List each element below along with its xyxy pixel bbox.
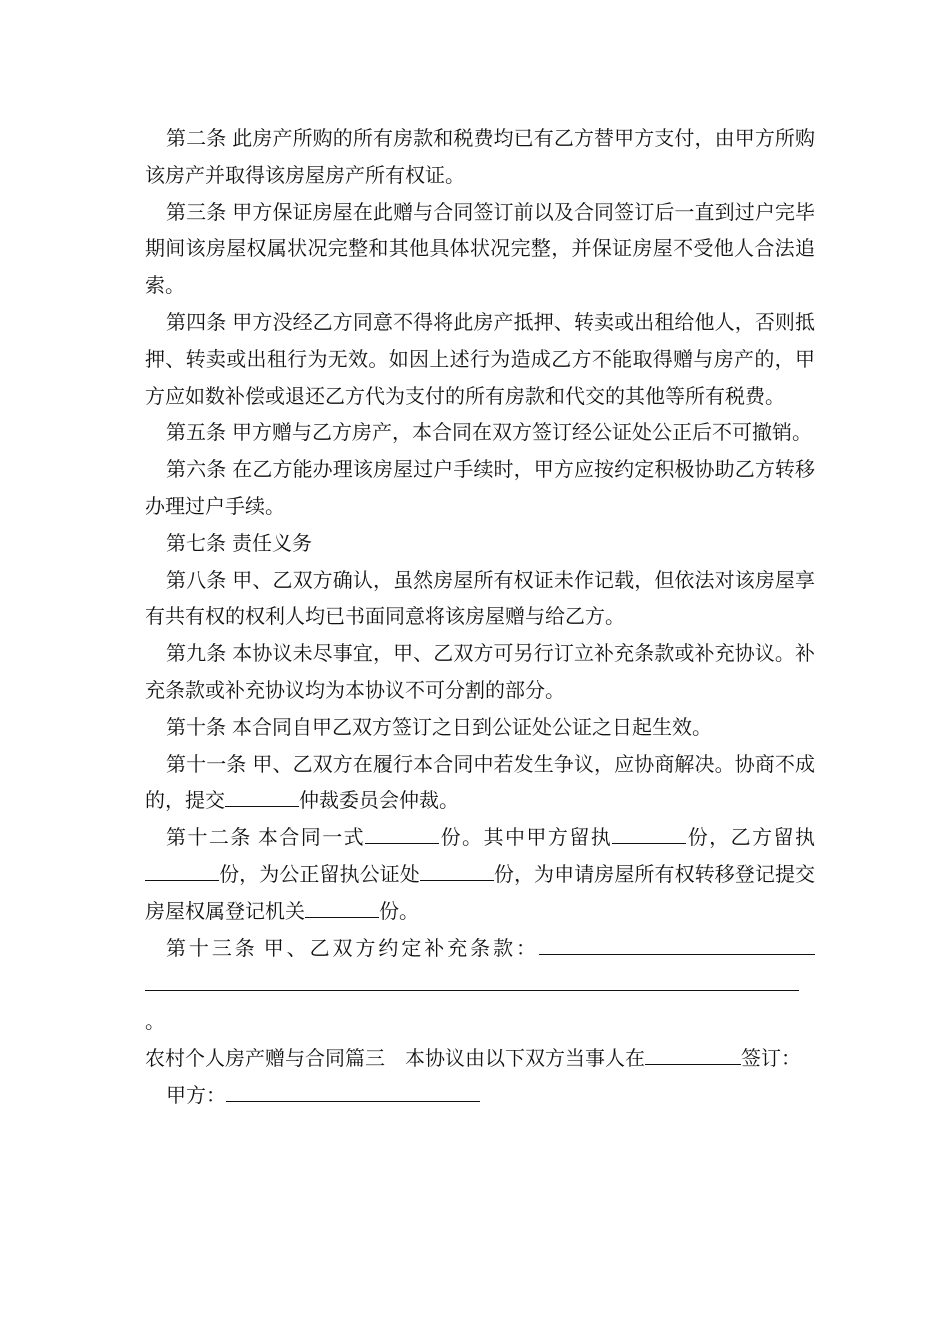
clause-number: 第十三条 [166, 935, 258, 960]
clause-number: 第三条 [166, 199, 227, 224]
copies-party-a-blank[interactable] [612, 821, 686, 844]
clause-number: 第七条 [166, 530, 226, 555]
clause-7 [145, 525, 815, 562]
arbitration-blank[interactable] [225, 784, 299, 807]
clause-10 [145, 709, 815, 746]
clause-number: 第十二条 [166, 825, 252, 850]
section-3-intro [145, 1040, 815, 1077]
supplement-blank-line-2[interactable] [145, 968, 799, 991]
sign-place-blank[interactable] [645, 1042, 741, 1065]
clause-text: 此房产所购的所有房款和税费均已有乙方替甲方支付，由甲方所购该房产并取得该房屋房产所有权证。 [145, 126, 816, 187]
clause-text: 甲、乙双方在履行本合同中若发生争议，应协商解决。协商不成的，提交 [145, 751, 816, 813]
clause-4 [145, 304, 815, 414]
clause-2 [145, 120, 815, 194]
clause-number: 第十条 [166, 714, 226, 739]
copies-total-blank[interactable] [365, 821, 439, 844]
section-3-text: 农村个人房产赠与合同篇三 本协议由以下双方当事人在 [145, 1045, 645, 1070]
clause-text: 甲方保证房屋在此赠与合同签订前以及合同签订后一直到过户完毕期间该房屋权属状况完整和其他具体状况完整，并保证房屋不受他人合法追索。 [145, 199, 816, 298]
clause-text: 甲方赠与乙方房产，本合同在双方签订经公证处公正后不可撤销。 [232, 420, 812, 445]
clause-9 [145, 635, 815, 709]
clause-number: 第十一条 [166, 751, 247, 776]
section-3-end: 签订： [741, 1045, 801, 1070]
clause-number: 第八条 [166, 567, 227, 592]
clause-number: 第二条 [166, 126, 227, 150]
clause-number: 第五条 [166, 420, 226, 445]
clause-number: 第六条 [166, 457, 227, 482]
clause-13 [145, 930, 815, 1040]
clause-text: 本合同一式 [257, 825, 366, 850]
supplement-blank[interactable] [539, 932, 815, 955]
clause-number: 第九条 [166, 641, 227, 666]
clause-text: 份，为申请房屋所有权转移登记提交房屋权属登记机关 [145, 861, 816, 923]
party-a-label: 甲方： [166, 1082, 226, 1107]
clause-text: 份。 [379, 898, 419, 923]
clause-text: 本合同自甲乙双方签订之日到公证处公证之日起生效。 [232, 714, 712, 739]
document-page [145, 120, 815, 1114]
clause-8 [145, 562, 815, 636]
clause-6 [145, 451, 815, 525]
copies-notary-blank[interactable] [420, 858, 494, 881]
clause-end-mark: 。 [145, 1009, 165, 1034]
clause-5 [145, 414, 815, 451]
party-a-blank[interactable] [226, 1079, 480, 1102]
clause-text: 甲方没经乙方同意不得将此房产抵押、转卖或出租给他人，否则抵押、转卖或出租行为无效。如因上述行为造成乙方不能取得赠与房产的，甲方应如数补偿或退还乙方代为支付的所有房款和代交的其他等所有税费。 [145, 309, 816, 408]
clause-text: 仲裁委员会仲裁。 [299, 788, 459, 813]
clause-text: 份，为公正留执公证处 [219, 861, 420, 886]
clause-text: 甲、乙双方约定补充条款： [263, 935, 539, 960]
copies-party-b-blank[interactable] [145, 858, 219, 881]
clause-12 [145, 819, 815, 929]
party-a-line [145, 1077, 815, 1114]
clause-text: 在乙方能办理该房屋过户手续时，甲方应按约定积极协助乙方转移办理过户手续。 [145, 457, 816, 518]
clause-text: 本协议未尽事宜，甲、乙双方可另行订立补充条款或补充协议。补充条款或补充协议均为本协议不可分割的部分。 [145, 641, 816, 702]
clause-3 [145, 194, 815, 304]
clause-text: 份，乙方留执 [686, 825, 816, 850]
clause-text: 份。其中甲方留执 [439, 825, 613, 850]
clause-11 [145, 746, 815, 820]
copies-registry-blank[interactable] [305, 895, 379, 918]
clause-number: 第四条 [166, 309, 227, 334]
clause-text: 甲、乙双方确认，虽然房屋所有权证未作记载，但依法对该房屋享有共有权的权利人均已书面同意将该房屋赠与给乙方。 [145, 567, 816, 629]
clause-text: 责任义务 [232, 530, 312, 555]
